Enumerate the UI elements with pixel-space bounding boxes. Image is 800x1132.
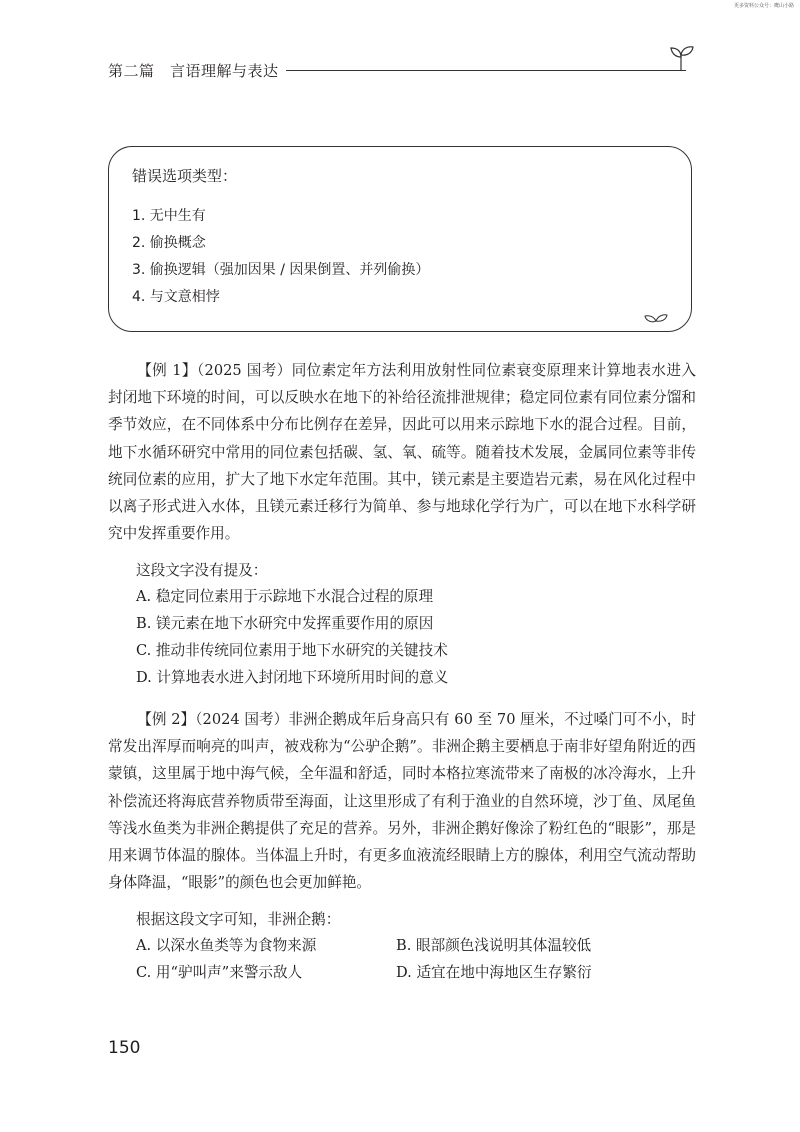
example-2-question: 根据这段文字可知，非洲企鹅： xyxy=(136,911,341,928)
example-1-question: 这段文字没有提及： xyxy=(136,562,268,579)
callout-title: 错误选项类型： xyxy=(132,167,238,185)
example-2-option-c: C. 用“驴叫声”来警示敌人 xyxy=(136,964,303,981)
example-1-option-c: C. 推动非传统同位素用于地下水研究的关键技术 xyxy=(136,642,448,659)
example-1-text: 【例 1】（2025 国考）同位素定年方法利用放射性同位素衰变原理来计算地表水进入封闭地下环境的时间，可以反映水在地下的补给径流排泄规律；稳定同位素有同位素分馏和季节效应，在不同体系中分布比例存在差异，因此可以用来示踪地下水的混合过程。目前，地下水循环研究中常用的同位素包括碳、氢、氧、硫等。随着技术发展，金属同位素等非传统同位素的应用，扩大了地下水定年范围。其中，镁元素是主要造岩元素，易在风化过程中以离子形式进入水体，且镁元素迁移行为简单、参与地球化学行为广，可以在地下水科学研究中发挥重要作用。 xyxy=(108,362,696,543)
chapter-header xyxy=(108,54,694,90)
error-types-callout xyxy=(108,146,692,332)
top-watermark-note: 更多资料公众号：鹰山小路 xyxy=(733,3,794,9)
example-2-option-a: A. 以深水鱼类等为食物来源 xyxy=(136,937,317,954)
example-1-option-b: B. 镁元素在地下水研究中发挥重要作用的原因 xyxy=(136,615,434,632)
example-2-text: 【例 2】（2024 国考）非洲企鹅成年后身高只有 60 至 70 厘米，不过嗓门可不小，时常发出浑厚而响亮的叫声，被戏称为“公驴企鹅”。非洲企鹅主要栖息于南非好望角附近的西蒙镇，这里属于地中海气候，全年温和舒适，同时本格拉寒流带来了南极的冰冷海水，上升补偿流还将海底营养物质带至海面，让这里形成了有利于渔业的自然环境，沙丁鱼、凤尾鱼等浅水鱼类为非洲企鹅提供了充足的营养。另外，非洲企鹅好像涂了粉红色的“眼影”，那是用来调节体温的腺体。当体温上升时，有更多血液流经眼睛上方的腺体，利用空气流动帮助身体降温，“眼影”的颜色也会更加鲜艳。 xyxy=(108,711,696,892)
leaf-icon xyxy=(643,311,669,325)
list-item: 4. 与文意相悖 xyxy=(132,289,220,305)
example-1-passage xyxy=(108,357,696,547)
sprout-icon xyxy=(666,42,696,72)
page-number: 150 xyxy=(108,1038,141,1058)
example-2-passage xyxy=(108,706,696,896)
list-item: 3. 偷换逻辑（强加因果 / 因果倒置、并列偷换） xyxy=(132,262,430,278)
header-rule xyxy=(286,70,686,71)
example-1-option-d: D. 计算地表水进入封闭地下环境所用时间的意义 xyxy=(136,669,449,686)
error-types-list xyxy=(132,203,429,311)
example-1-option-a: A. 稳定同位素用于示踪地下水混合过程的原理 xyxy=(136,588,434,605)
list-item: 1. 无中生有 xyxy=(132,208,206,224)
example-2-option-d: D. 适宜在地中海地区生存繁衍 xyxy=(396,964,592,981)
list-item: 2. 偷换概念 xyxy=(132,235,206,251)
example-2-option-b: B. 眼部颜色浅说明其体温较低 xyxy=(396,937,592,954)
chapter-title: 第二篇 言语理解与表达 xyxy=(108,62,279,80)
